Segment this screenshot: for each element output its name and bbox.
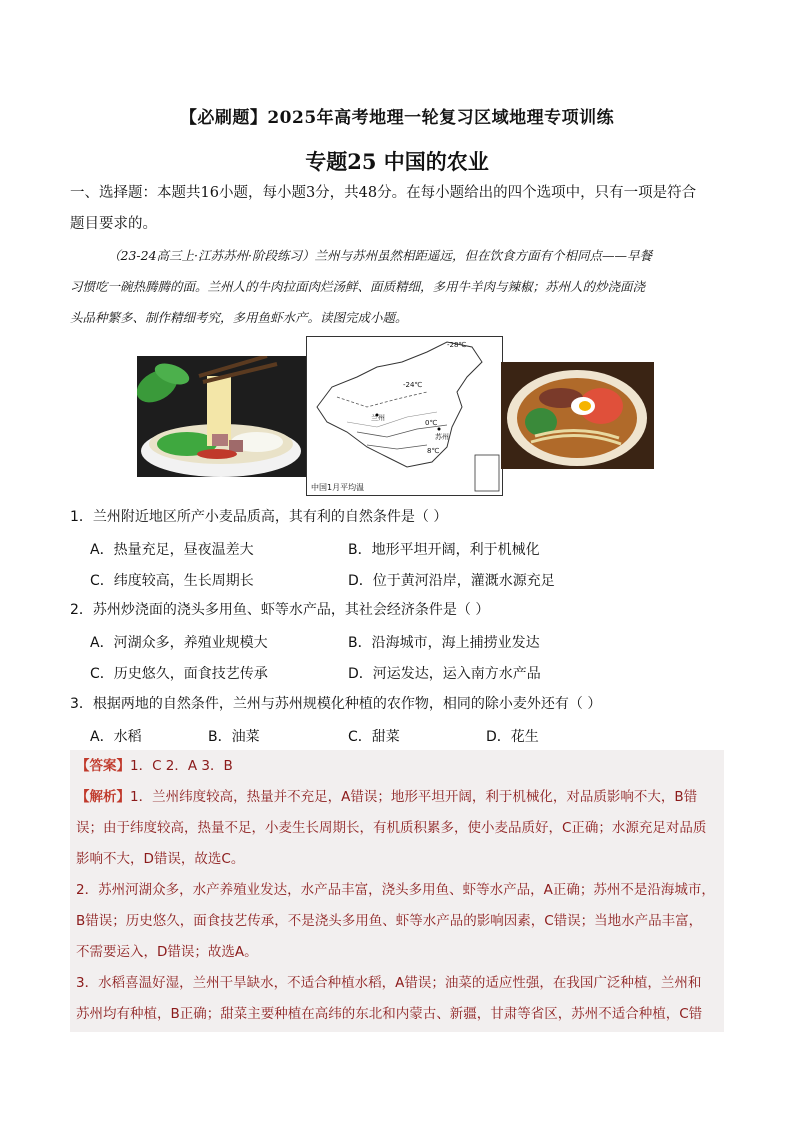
lanzhou-noodle-photo (137, 356, 306, 477)
answer-line (76, 751, 726, 782)
isotherm-label: -24℃ (403, 381, 423, 389)
question-2-stem: 2．苏州炒浇面的浇头多用鱼、虾等水产品，其社会经济条件是（ ） (70, 602, 490, 618)
question-1-option-b[interactable]: B．地形平坦开阔，利于机械化 (348, 542, 540, 558)
question-2-option-a[interactable]: A．河湖众多，养殖业规模大 (90, 635, 268, 651)
intro-line-1: （23-24高三上·江苏苏州·阶段练习）兰州与苏州虽然相距遥远，但在饮食方面有个相同点——早餐 (108, 248, 652, 263)
answer-text: 1．C 2．A 3．B (130, 758, 233, 774)
map-caption: 中国1月平均温 (311, 483, 365, 492)
question-2-option-b[interactable]: B．沿海城市，海上捕捞业发达 (348, 635, 540, 651)
intro-line-2: 习惯吃一碗热腾腾的面。兰州人的牛肉拉面肉烂汤鲜、面质精细，多用牛羊肉与辣椒；苏州人的炒浇面浇 (70, 279, 646, 294)
analysis-line-5: B错误；历史悠久，面食技艺传承，不是浇头多用鱼、虾等水产品的影响因素，C错误；当地水产品丰富， (76, 913, 703, 929)
question-3-option-a[interactable]: A．水稻 (90, 729, 142, 745)
question-2-option-c[interactable]: C．历史悠久，面食技艺传承 (90, 666, 268, 682)
analysis-line-7: 3．水稻喜温好湿，兰州干旱缺水，不适合种植水稻，A错误；油菜的适应性强，在我国广泛种植，兰州和 (76, 975, 702, 991)
question-1-stem: 1．兰州附近地区所产小麦品质高，其有利的自然条件是（ ） (70, 509, 448, 525)
analysis-line-2: 误；由于纬度较高，热量不足，小麦生长周期长，有机质积累多，使小麦品质好，C正确；水源充足对品质 (76, 820, 707, 836)
china-january-temperature-map (306, 336, 503, 496)
analysis-line-1 (76, 782, 726, 813)
question-3-option-d[interactable]: D．花生 (486, 729, 539, 745)
analysis-tag: 【解析】 (76, 789, 130, 805)
section-heading-line-1: 一、选择题：本题共16小题，每小题3分，共48分。在每小题给出的四个选项中，只有一项是符合 (70, 185, 697, 201)
isotherm-label: -28℃ (447, 341, 467, 349)
question-3-stem: 3．根据两地的自然条件，兰州与苏州规模化种植的农作物，相同的除小麦外还有（ ） (70, 696, 602, 712)
analysis-text: 1．兰州纬度较高，热量并不充足，A错误；地形平坦开阔，利于机械化，对品质影响不大，B错 (130, 789, 698, 805)
answer-tag: 【答案】 (76, 758, 130, 774)
city-label-suzhou: 苏州 (435, 433, 449, 441)
question-2-option-d[interactable]: D．河运发达，运入南方水产品 (348, 666, 541, 682)
suzhou-noodle-photo (501, 362, 654, 469)
city-label-lanzhou: 兰州 (371, 414, 385, 422)
intro-line-3: 头品种繁多、制作精细考究，多用鱼虾水产。读图完成小题。 (70, 310, 408, 325)
document-title: 【必刷题】2025年高考地理一轮复习区域地理专项训练 (179, 108, 615, 128)
question-1-option-d[interactable]: D．位于黄河沿岸，灌溉水源充足 (348, 573, 555, 589)
question-1-option-a[interactable]: A．热量充足，昼夜温差大 (90, 542, 254, 558)
analysis-line-3: 影响不大，D错误，故选C。 (76, 851, 245, 867)
section-heading-line-2: 题目要求的。 (70, 216, 157, 232)
question-3-option-b[interactable]: B．油菜 (208, 729, 260, 745)
isotherm-label: 8℃ (427, 447, 440, 455)
question-1-option-c[interactable]: C．纬度较高，生长周期长 (90, 573, 254, 589)
document-subtitle: 专题25 中国的农业 (305, 149, 489, 174)
isotherm-label: 0℃ (425, 419, 438, 427)
analysis-line-4: 2．苏州河湖众多，水产养殖业发达，水产品丰富，浇头多用鱼、虾等水产品，A正确；苏州不是沿海城市， (76, 882, 715, 898)
analysis-line-6: 不需要运入，D错误；故选A。 (76, 944, 258, 960)
question-3-option-c[interactable]: C．甜菜 (348, 729, 400, 745)
analysis-line-8: 苏州均有种植，B正确；甜菜主要种植在高纬的东北和内蒙古、新疆，甘肃等省区，苏州不适合种植，C错 (76, 1006, 703, 1022)
